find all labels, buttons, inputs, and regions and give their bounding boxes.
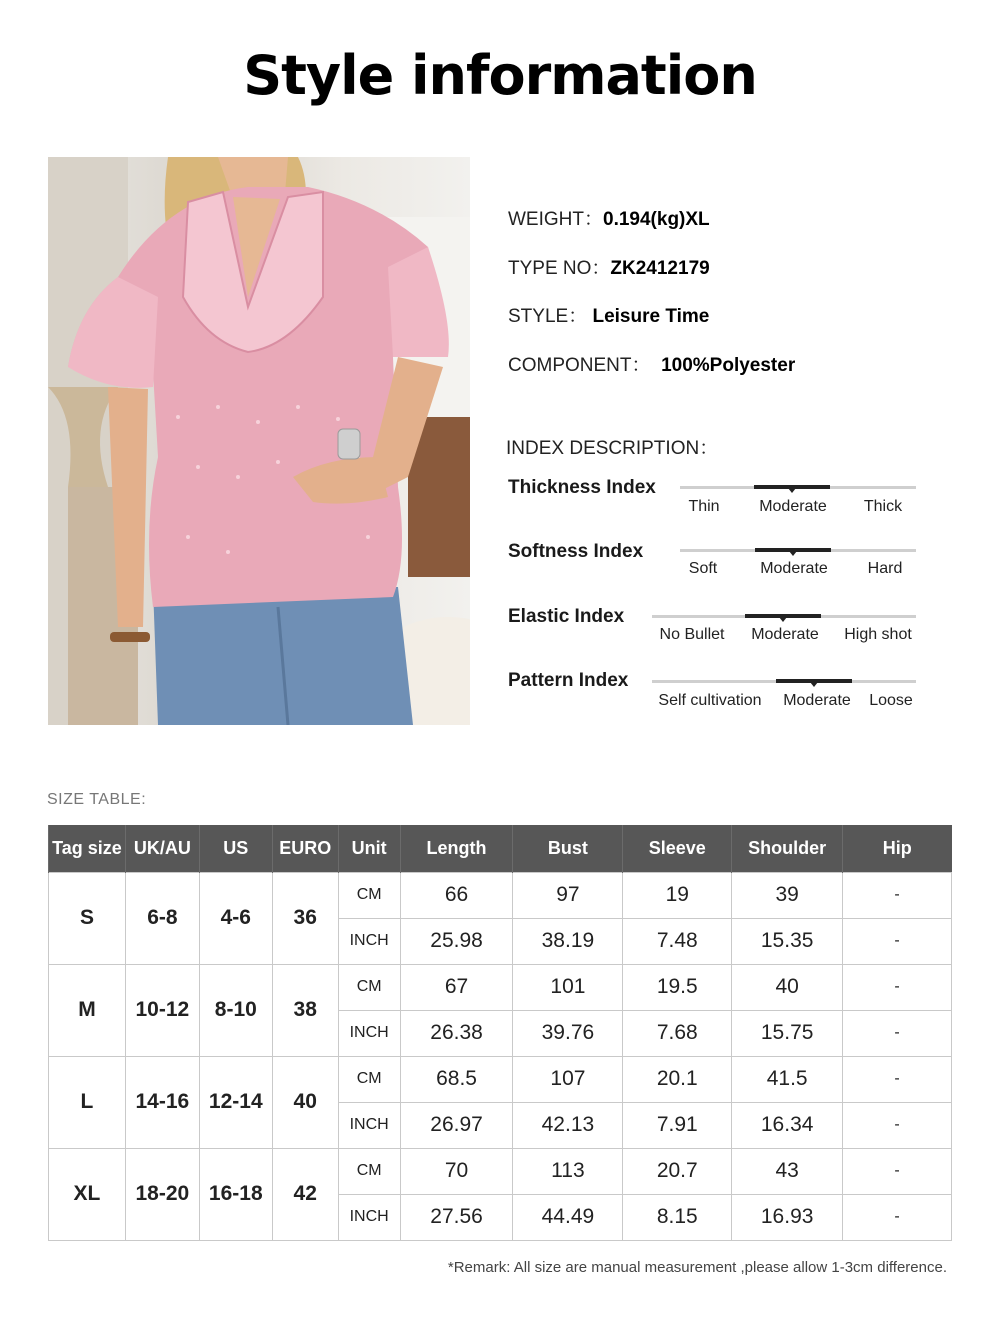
sleeve-cell: 19.5 [623, 964, 732, 1010]
column-header: Bust [513, 825, 623, 872]
spec-weight: WEIGHT：0.194(kg)XL [508, 209, 710, 230]
index-label: No Bullet [659, 626, 725, 643]
bust-cell: 39.76 [513, 1010, 623, 1056]
index-label: Moderate [759, 498, 827, 515]
tag-size-cell: L [49, 1056, 126, 1148]
unit-cell: CM [338, 1056, 400, 1102]
spec-component: COMPONENT： 100%Polyester [508, 355, 796, 376]
hip-cell: - [843, 1194, 952, 1240]
shoulder-cell: 15.35 [732, 918, 843, 964]
column-header: Tag size [49, 825, 126, 872]
unit-cell: INCH [338, 1194, 400, 1240]
bust-cell: 38.19 [513, 918, 623, 964]
shoulder-cell: 16.34 [732, 1102, 843, 1148]
uk-size-cell: 10-12 [125, 964, 199, 1056]
index-label: Loose [869, 692, 913, 709]
index-name: Elastic Index [508, 606, 625, 627]
tag-size-cell: S [49, 872, 126, 964]
table-row [49, 964, 952, 1010]
index-label: Moderate [760, 560, 828, 577]
unit-cell: INCH [338, 918, 400, 964]
sleeve-cell: 20.7 [623, 1148, 732, 1194]
shoulder-cell: 41.5 [732, 1056, 843, 1102]
index-label: Thick [863, 498, 903, 515]
table-row [49, 872, 952, 918]
index-description-heading: INDEX DESCRIPTION： [506, 438, 719, 459]
spec-type-no: TYPE NO：ZK2412179 [508, 258, 710, 279]
index-label: Self cultivation [658, 692, 762, 709]
shoulder-cell: 16.93 [732, 1194, 843, 1240]
us-size-cell: 16-18 [199, 1148, 272, 1240]
bust-cell: 97 [513, 872, 623, 918]
index-selected-marker [754, 485, 830, 489]
hip-cell: - [843, 872, 952, 918]
length-cell: 68.5 [400, 1056, 513, 1102]
hip-cell: - [843, 918, 952, 964]
sleeve-cell: 20.1 [623, 1056, 732, 1102]
index-label: Thin [688, 498, 720, 515]
euro-size-cell: 36 [272, 872, 338, 964]
index-label: Moderate [751, 626, 819, 643]
sleeve-cell: 7.91 [623, 1102, 732, 1148]
size-table [48, 825, 952, 1241]
model-illustration [48, 157, 470, 725]
table-row [49, 1148, 952, 1194]
tag-size-cell: M [49, 964, 126, 1056]
unit-cell: CM [338, 1148, 400, 1194]
sleeve-cell: 19 [623, 872, 732, 918]
index-label: Soft [688, 560, 718, 577]
length-cell: 26.38 [400, 1010, 513, 1056]
column-header: Hip [843, 825, 952, 872]
hip-cell: - [843, 1102, 952, 1148]
shoulder-cell: 40 [732, 964, 843, 1010]
table-row [49, 1056, 952, 1102]
bust-cell: 107 [513, 1056, 623, 1102]
sleeve-cell: 7.68 [623, 1010, 732, 1056]
index-label: High shot [844, 626, 912, 643]
uk-size-cell: 6-8 [125, 872, 199, 964]
euro-size-cell: 38 [272, 964, 338, 1056]
hip-cell: - [843, 1148, 952, 1194]
bust-cell: 42.13 [513, 1102, 623, 1148]
bust-cell: 113 [513, 1148, 623, 1194]
column-header: Sleeve [623, 825, 732, 872]
index-selected-marker [755, 548, 831, 552]
measurement-remark: *Remark: All size are manual measurement ,please allow 1-3cm difference. [447, 1259, 947, 1276]
uk-size-cell: 18-20 [125, 1148, 199, 1240]
column-header: Shoulder [732, 825, 843, 872]
column-header: US [199, 825, 272, 872]
page-title: Style information [243, 44, 757, 107]
uk-size-cell: 14-16 [125, 1056, 199, 1148]
length-cell: 27.56 [400, 1194, 513, 1240]
column-header: Length [400, 825, 513, 872]
size-table-label: SIZE TABLE: [47, 791, 147, 808]
us-size-cell: 8-10 [199, 964, 272, 1056]
column-header: EURO [272, 825, 338, 872]
index-name: Softness Index [508, 541, 644, 562]
sleeve-cell: 8.15 [623, 1194, 732, 1240]
hip-cell: - [843, 964, 952, 1010]
length-cell: 25.98 [400, 918, 513, 964]
index-selected-marker [745, 614, 821, 618]
length-cell: 70 [400, 1148, 513, 1194]
shoulder-cell: 43 [732, 1148, 843, 1194]
unit-cell: CM [338, 964, 400, 1010]
euro-size-cell: 40 [272, 1056, 338, 1148]
length-cell: 66 [400, 872, 513, 918]
size-table-header-row [49, 825, 952, 872]
length-cell: 26.97 [400, 1102, 513, 1148]
index-name: Pattern Index [508, 670, 629, 691]
us-size-cell: 12-14 [199, 1056, 272, 1148]
shoulder-cell: 39 [732, 872, 843, 918]
bust-cell: 44.49 [513, 1194, 623, 1240]
us-size-cell: 4-6 [199, 872, 272, 964]
spec-style: STYLE： Leisure Time [508, 306, 710, 327]
index-label: Hard [867, 560, 903, 577]
index-selected-marker [776, 679, 852, 683]
column-header: Unit [338, 825, 400, 872]
shoulder-cell: 15.75 [732, 1010, 843, 1056]
index-name: Thickness Index [508, 477, 656, 498]
index-label: Moderate [783, 692, 851, 709]
euro-size-cell: 42 [272, 1148, 338, 1240]
tag-size-cell: XL [49, 1148, 126, 1240]
product-photo [48, 157, 470, 725]
bust-cell: 101 [513, 964, 623, 1010]
column-header: UK/AU [125, 825, 199, 872]
hip-cell: - [843, 1010, 952, 1056]
length-cell: 67 [400, 964, 513, 1010]
sleeve-cell: 7.48 [623, 918, 732, 964]
unit-cell: INCH [338, 1010, 400, 1056]
unit-cell: CM [338, 872, 400, 918]
unit-cell: INCH [338, 1102, 400, 1148]
hip-cell: - [843, 1056, 952, 1102]
